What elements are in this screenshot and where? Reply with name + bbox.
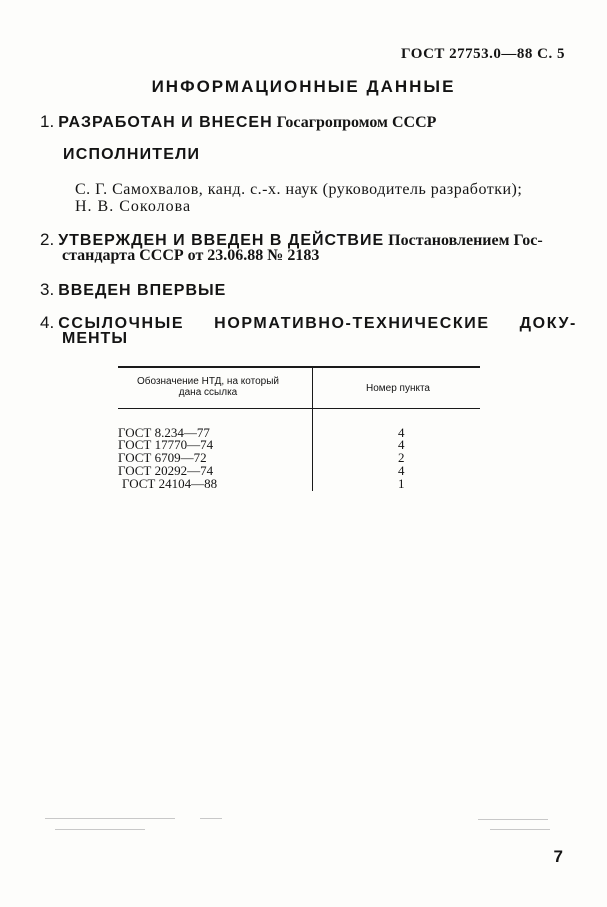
section-4-heading-continuation: МЕНТЫ	[62, 330, 128, 347]
page-number: 7	[553, 847, 563, 866]
section-3-heading: ВВЕДЕН ВПЕРВЫЕ	[58, 282, 227, 299]
section-2-number: 2.	[40, 230, 55, 249]
referenced-documents-table	[118, 366, 480, 491]
document-designation: ГОСТ 17770—74	[118, 437, 214, 452]
document-designation: ГОСТ 24104—88	[122, 476, 218, 491]
point-number: 4	[398, 463, 405, 478]
section-3	[40, 280, 226, 300]
column-header-point: Номер пункта	[365, 383, 430, 394]
scan-artifact	[55, 829, 145, 830]
document-designation: ГОСТ 20292—74	[118, 463, 214, 478]
section-4-heading-word-1: ССЫЛОЧНЫЕ	[58, 315, 185, 332]
standard-reference-header: ГОСТ 27753.0—88 С. 5	[401, 46, 565, 62]
executor-2: Н. В. Соколова	[75, 198, 192, 215]
executor-1: С. Г. Самохвалов, канд. с.-х. наук (руководитель разработки);	[75, 181, 523, 198]
page-title: ИНФОРМАЦИОННЫЕ ДАННЫЕ	[151, 77, 456, 96]
section-4-number: 4.	[40, 313, 55, 332]
scan-artifact	[478, 819, 548, 820]
scan-artifact	[490, 829, 550, 830]
section-4-heading-word-3: ДОКУ-	[519, 315, 577, 332]
executors-heading: ИСПОЛНИТЕЛИ	[63, 146, 201, 163]
section-2-body-continuation: стандарта СССР от 23.06.88 № 2183	[62, 247, 320, 264]
section-4-heading-word-2: НОРМАТИВНО-ТЕХНИЧЕСКИЕ	[214, 315, 490, 332]
section-2-body: Постановлением Гос-	[388, 232, 543, 249]
scan-artifact	[200, 818, 222, 819]
column-header-document-line-1: Обозначение НТД, на который	[136, 376, 279, 387]
document-designation: ГОСТ 8.234—77	[118, 425, 210, 440]
section-1-heading: РАЗРАБОТАН И ВНЕСЕН	[58, 114, 273, 131]
point-number: 4	[398, 437, 405, 452]
point-number: 2	[398, 450, 405, 465]
point-number: 1	[398, 476, 405, 491]
scan-artifact	[45, 818, 175, 819]
section-1-body: Госагропромом СССР	[276, 114, 437, 131]
section-1	[40, 112, 436, 132]
section-2-heading: УТВЕРЖДЕН И ВВЕДЕН В ДЕЙСТВИЕ	[58, 232, 385, 249]
table-top-rule	[118, 366, 480, 368]
section-3-number: 3.	[40, 280, 55, 299]
column-header-document	[118, 376, 298, 398]
column-header-document-line-2: дана ссылка	[178, 387, 238, 398]
table-header-rule	[118, 408, 480, 409]
table-column-divider	[312, 366, 313, 491]
point-number: 4	[398, 425, 405, 440]
document-designation: ГОСТ 6709—72	[118, 450, 207, 465]
section-1-number: 1.	[40, 112, 55, 131]
